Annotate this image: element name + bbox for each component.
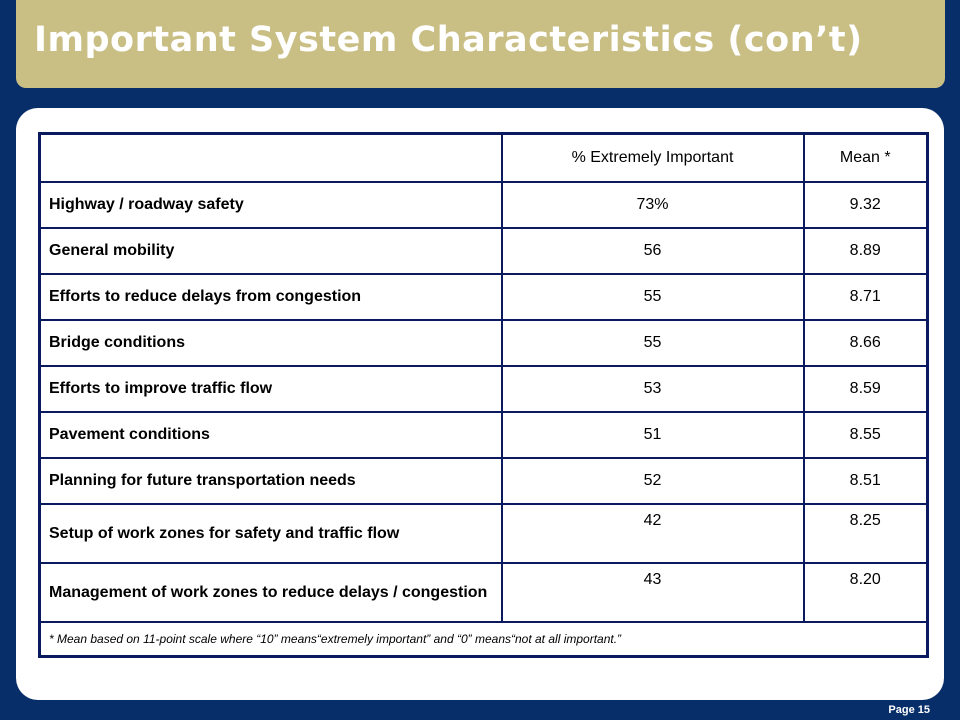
characteristics-table [38, 132, 929, 658]
table-row [40, 458, 928, 504]
title-bar [16, 0, 945, 88]
row-label: Management of work zones to reduce delays / congestion [40, 563, 502, 622]
table-row [40, 182, 928, 228]
row-label: Efforts to improve traffic flow [40, 366, 502, 412]
header-mean: Mean * [804, 134, 928, 183]
table-row [40, 228, 928, 274]
row-label: Pavement conditions [40, 412, 502, 458]
table-row [40, 412, 928, 458]
table-row [40, 274, 928, 320]
row-label: Efforts to reduce delays from congestion [40, 274, 502, 320]
row-pct: 43 [502, 563, 804, 622]
row-mean: 8.89 [804, 228, 928, 274]
row-label: Planning for future transportation needs [40, 458, 502, 504]
page-number: Page 15 [888, 704, 930, 716]
row-mean: 8.55 [804, 412, 928, 458]
row-label: Bridge conditions [40, 320, 502, 366]
table-header-row [40, 134, 928, 183]
row-pct: 42 [502, 504, 804, 563]
table-row [40, 320, 928, 366]
row-label: Highway / roadway safety [40, 182, 502, 228]
footnote-row [40, 622, 928, 657]
table-row [40, 366, 928, 412]
table-row [40, 504, 928, 563]
footnote: * Mean based on 11-point scale where “10” means“extremely important” and “0” means“not at all important.” [40, 622, 928, 657]
row-pct: 51 [502, 412, 804, 458]
row-mean: 8.71 [804, 274, 928, 320]
page-title: Important System Characteristics (con’t) [34, 20, 863, 60]
row-pct: 52 [502, 458, 804, 504]
header-blank [40, 134, 502, 183]
row-mean: 8.25 [804, 504, 928, 563]
table-row [40, 563, 928, 622]
row-mean: 8.66 [804, 320, 928, 366]
row-mean: 9.32 [804, 182, 928, 228]
row-pct: 55 [502, 320, 804, 366]
row-label: General mobility [40, 228, 502, 274]
row-pct: 55 [502, 274, 804, 320]
row-mean: 8.51 [804, 458, 928, 504]
row-pct: 53 [502, 366, 804, 412]
content-panel [16, 108, 944, 700]
row-pct: 73% [502, 182, 804, 228]
row-mean: 8.59 [804, 366, 928, 412]
row-mean: 8.20 [804, 563, 928, 622]
row-pct: 56 [502, 228, 804, 274]
header-pct-extremely-important: % Extremely Important [502, 134, 804, 183]
row-label: Setup of work zones for safety and traffic flow [40, 504, 502, 563]
